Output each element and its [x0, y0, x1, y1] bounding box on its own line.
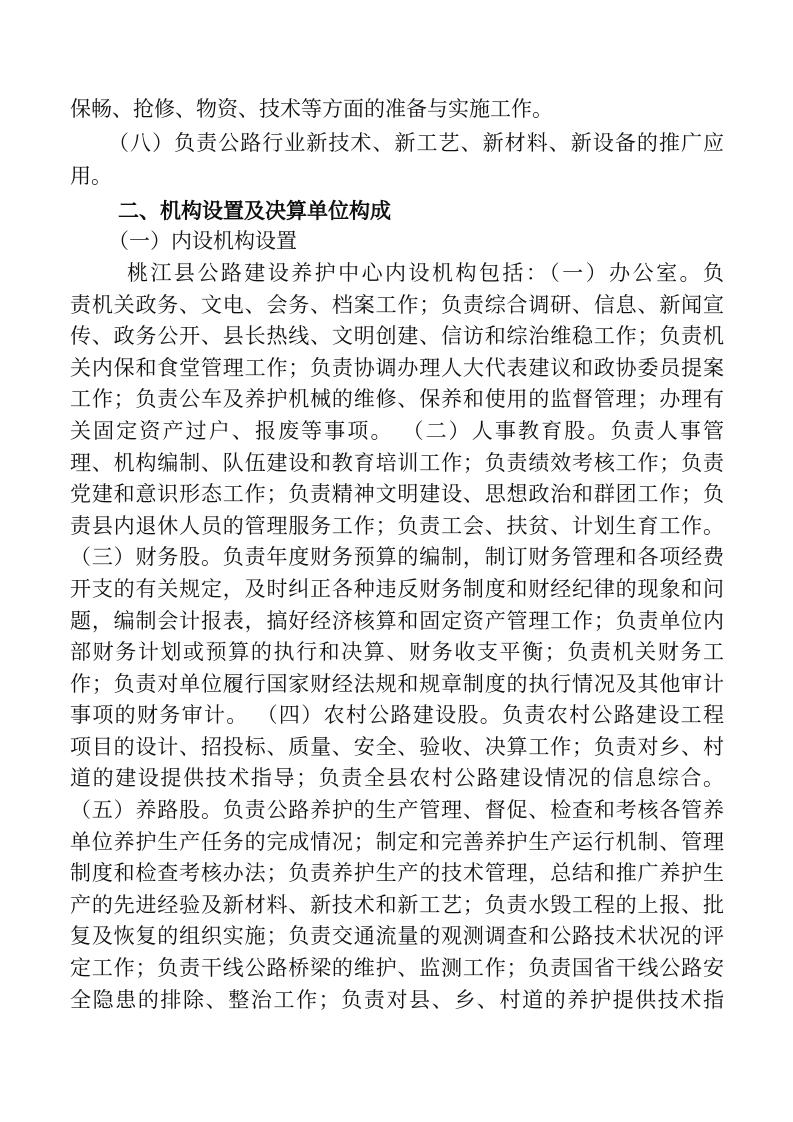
- paragraph-line: 责县内退休人员的管理服务工作；负责工会、扶贫、计划生育工作。: [70, 513, 724, 538]
- paragraph-line: 理、机构编制、队伍建设和教育培训工作；负责绩效考核工作；负责: [70, 450, 724, 475]
- section-heading: 二、机构设置及决算单位构成: [118, 197, 391, 223]
- paragraph-line: 关固定资产过户、报废等事项。 （二）人事教育股。负责人事管: [70, 418, 724, 443]
- paragraph-line: （三）财务股。负责年度财务预算的编制，制订财务管理和各项经费: [70, 545, 724, 570]
- paragraph-line: 桃江县公路建设养护中心内设机构包括：（一）办公室。负: [127, 260, 724, 285]
- paragraph-line: 用。: [70, 164, 112, 189]
- paragraph-line: 题，编制会计报表，搞好经济核算和固定资产管理工作；负责单位内: [70, 608, 724, 633]
- paragraph-line: 道的建设提供技术指导；负责全县农村公路建设情况的信息综合。: [70, 766, 724, 791]
- paragraph-line: 责机关政务、文电、会务、档案工作；负责综合调研、信息、新闻宣: [70, 292, 724, 317]
- paragraph-line: 复及恢复的组织实施；负责交通流量的观测调查和公路技术状况的评: [70, 924, 724, 949]
- paragraph-line: （八）负责公路行业新技术、新工艺、新材料、新设备的推广应: [108, 130, 724, 155]
- paragraph-line: 单位养护生产任务的完成情况；制定和完善养护生产运行机制、管理: [70, 829, 724, 854]
- paragraph-line: 全隐患的排除、整治工作；负责对县、乡、村道的养护提供技术指: [70, 987, 724, 1012]
- paragraph-line: （五）养路股。负责公路养护的生产管理、督促、检查和考核各管养: [70, 798, 724, 823]
- paragraph-line: 产的先进经验及新材料、新技术和新工艺；负责水毁工程的上报、批: [70, 892, 724, 917]
- subsection-heading: （一）内设机构设置: [108, 229, 297, 254]
- paragraph-line: 制度和检查考核办法；负责养护生产的技术管理，总结和推广养护生: [70, 861, 724, 886]
- paragraph-line: 作；负责对单位履行国家财经法规和规章制度的执行情况及其他审计: [70, 671, 724, 696]
- paragraph-line: 事项的财务审计。 （四）农村公路建设股。负责农村公路建设工程: [70, 703, 724, 728]
- paragraph-line: 定工作；负责干线公路桥梁的维护、监测工作；负责国省干线公路安: [70, 956, 724, 981]
- document-page: [70, 94, 724, 1016]
- paragraph-line: 部财务计划或预算的执行和决算、财务收支平衡；负责机关财务工: [70, 640, 724, 665]
- paragraph-line: 党建和意识形态工作；负责精神文明建设、思想政治和群团工作；负: [70, 482, 724, 507]
- paragraph-line: 传、政务公开、县长热线、文明创建、信访和综治维稳工作；负责机: [70, 324, 724, 349]
- paragraph-line: 工作；负责公车及养护机械的维修、保养和使用的监督管理；办理有: [70, 387, 724, 412]
- paragraph-line: 项目的设计、招投标、质量、安全、验收、决算工作；负责对乡、村: [70, 734, 724, 759]
- paragraph-line: 保畅、抢修、物资、技术等方面的准备与实施工作。: [70, 97, 553, 121]
- paragraph-line: 关内保和食堂管理工作；负责协调办理人大代表建议和政协委员提案: [70, 355, 724, 380]
- paragraph-line: 开支的有关规定，及时纠正各种违反财务制度和财经纪律的现象和问: [70, 576, 724, 601]
